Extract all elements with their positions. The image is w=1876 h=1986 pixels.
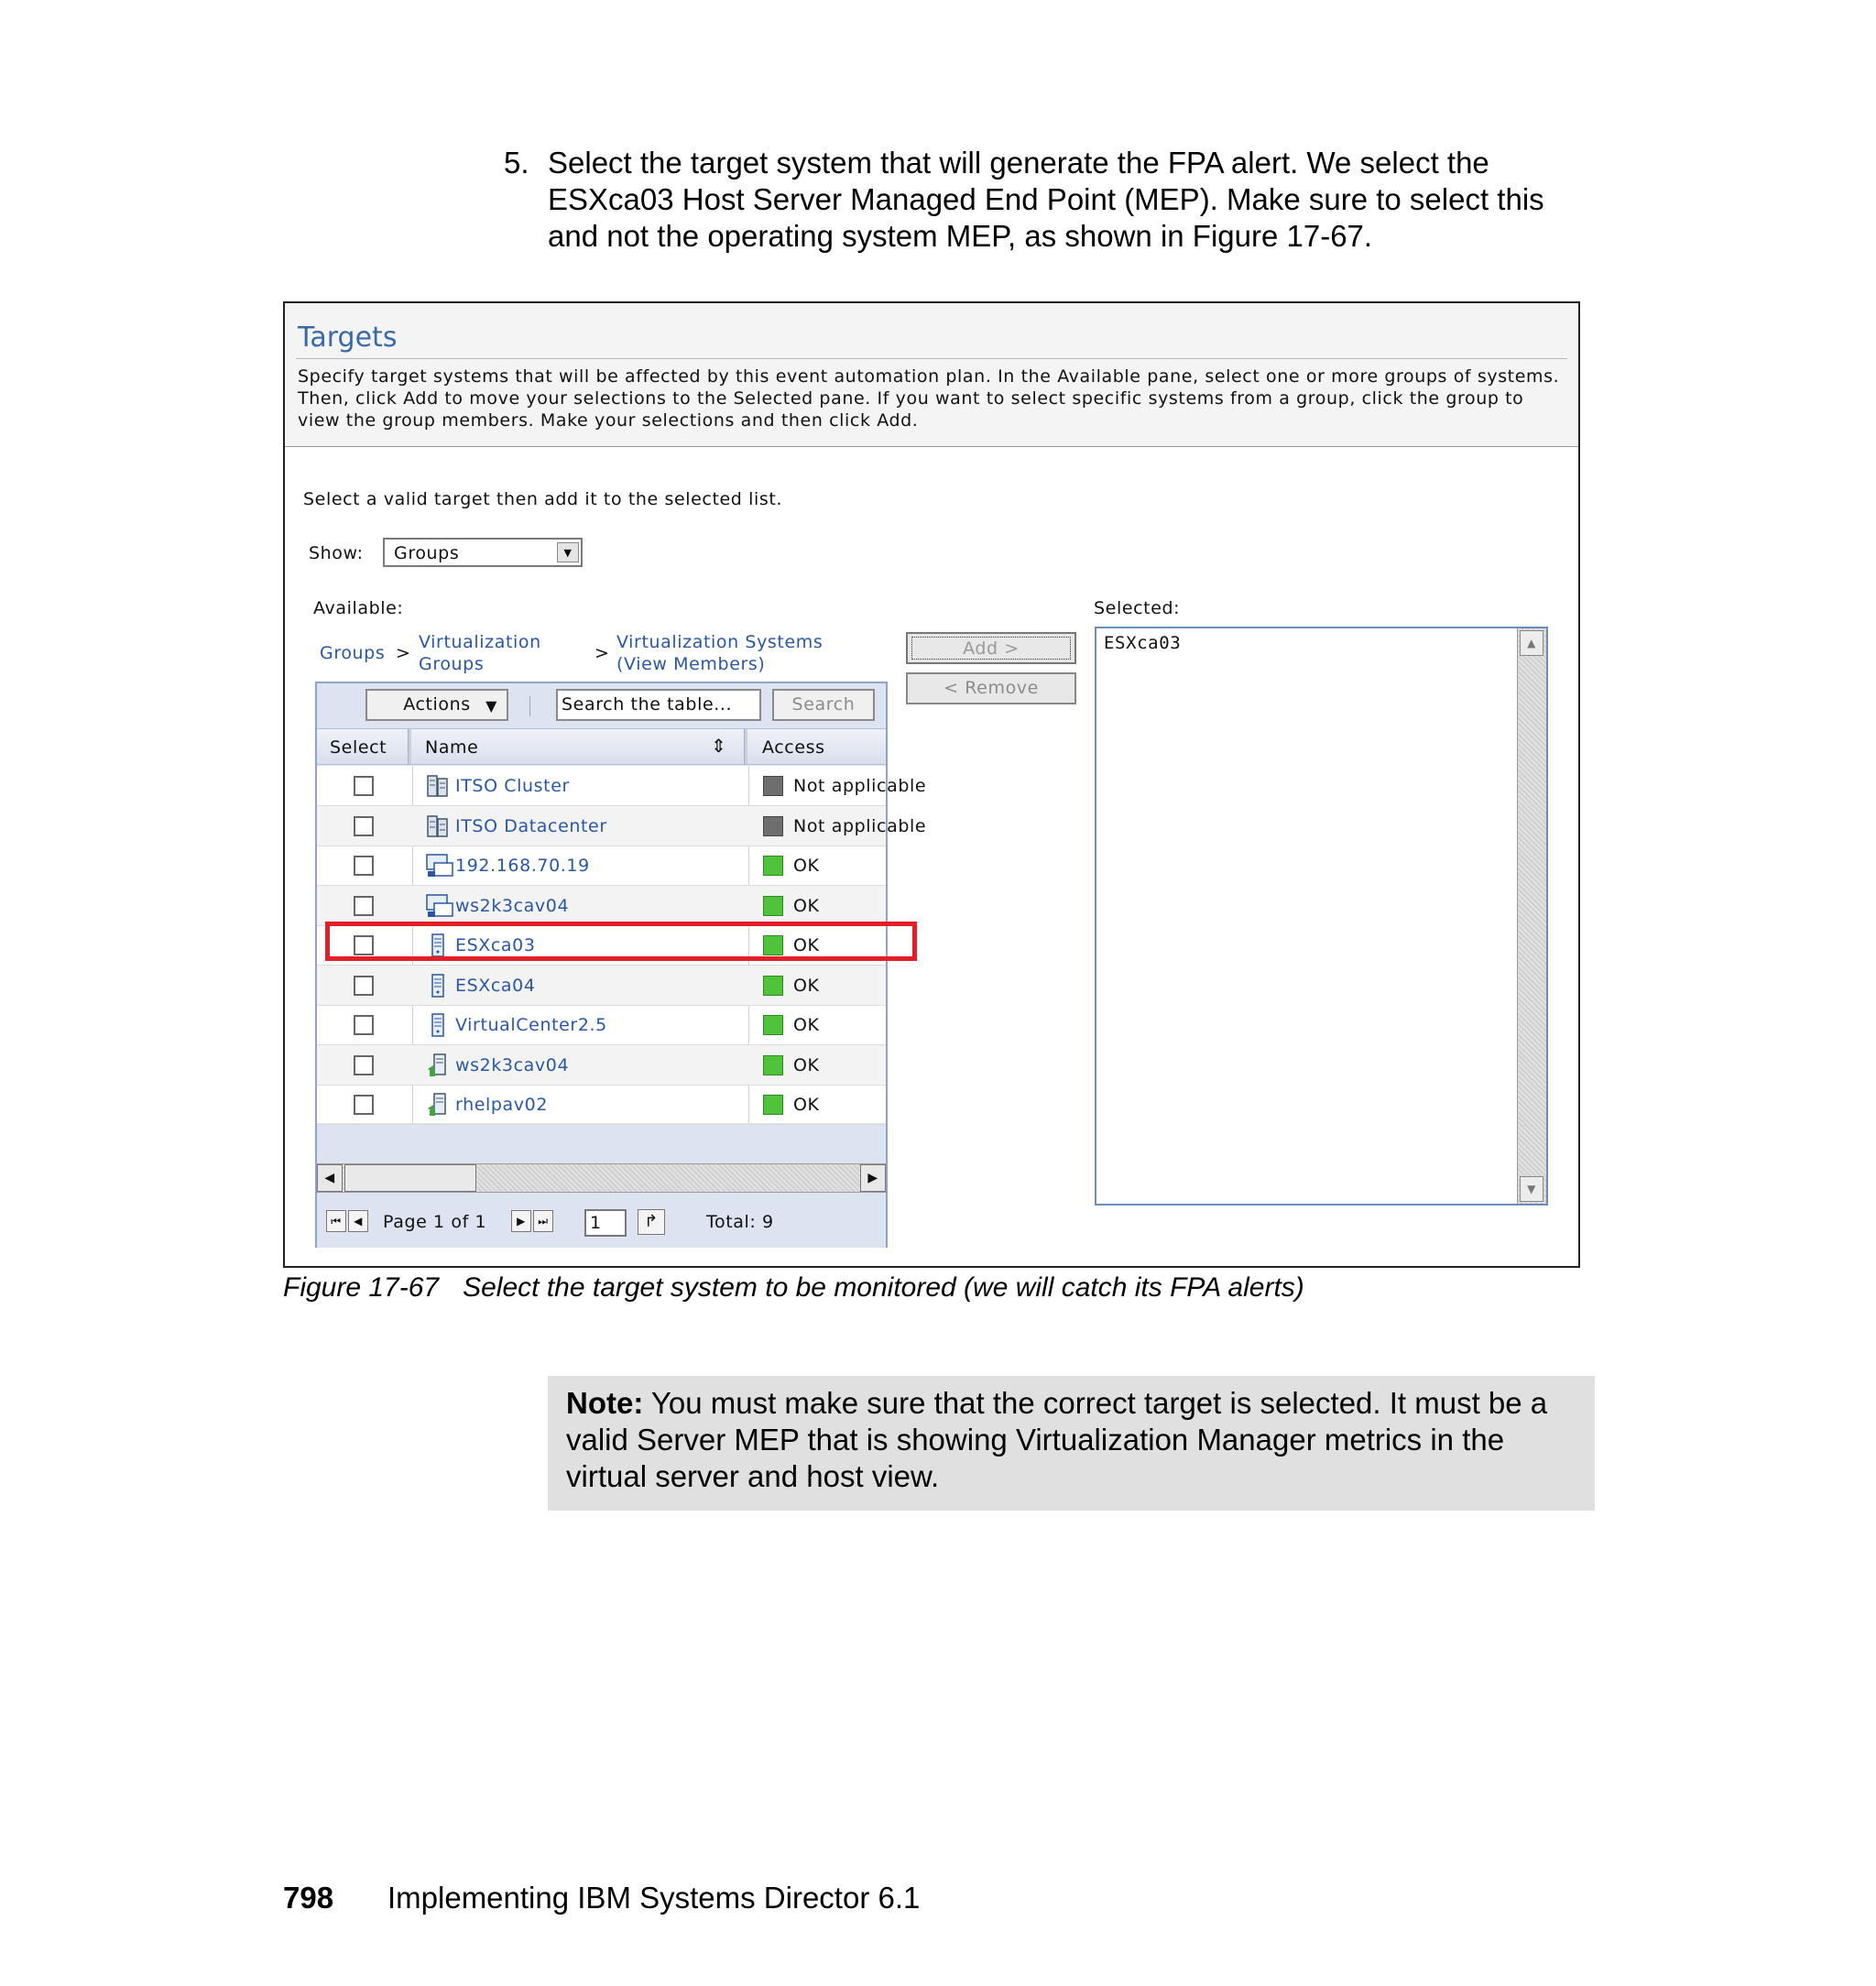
figure-caption (283, 1272, 1304, 1304)
note-box (548, 1376, 1595, 1511)
column-name[interactable]: Name (425, 737, 479, 758)
table-pager (317, 1195, 886, 1248)
row-checkbox[interactable] (354, 776, 374, 796)
row-checkbox[interactable] (354, 976, 374, 996)
access-status: Not applicable (793, 815, 927, 836)
table-row[interactable] (317, 766, 927, 806)
column-access: Access (762, 737, 825, 758)
breadcrumb-groups[interactable]: Groups (320, 643, 386, 663)
previous-page-icon[interactable]: ◀ (348, 1210, 368, 1232)
datacenter-icon (426, 813, 450, 839)
search-input[interactable]: Search the table... (556, 689, 761, 721)
scroll-thumb[interactable] (344, 1164, 476, 1192)
vertical-scrollbar[interactable] (1517, 628, 1546, 1204)
targets-figure (283, 301, 1580, 1268)
row-name-link[interactable]: ws2k3cav04 (455, 1054, 570, 1075)
actions-button[interactable] (365, 689, 508, 721)
page-indicator: Page 1 of 1 (383, 1212, 487, 1232)
access-cell (749, 886, 886, 925)
first-page-icon[interactable]: ⏮ (326, 1210, 346, 1232)
row-name-link[interactable]: ESXca04 (455, 975, 536, 996)
highlight-box (325, 922, 917, 961)
remove-button[interactable]: < Remove (906, 672, 1076, 704)
actions-label: Actions (403, 694, 471, 715)
table-toolbar (317, 683, 886, 728)
status-ok-icon (763, 856, 783, 876)
table-row[interactable] (317, 846, 886, 886)
targets-header (285, 303, 1578, 447)
access-status: OK (793, 935, 820, 955)
selected-label: Selected: (1094, 598, 1181, 618)
table-row[interactable] (317, 886, 886, 926)
selected-list[interactable] (1095, 627, 1548, 1206)
status-ok-icon (763, 896, 783, 916)
row-name-link[interactable]: ITSO Datacenter (455, 815, 607, 836)
access-cell (749, 1085, 886, 1124)
add-button-label: Add > (911, 637, 1071, 660)
breadcrumb-virtualization-systems-line1: Virtualization Systems (616, 632, 823, 652)
row-checkbox[interactable] (354, 1055, 374, 1075)
access-status: OK (793, 856, 820, 876)
show-select[interactable] (383, 538, 583, 567)
horizontal-scrollbar[interactable] (317, 1163, 886, 1193)
available-table (315, 682, 927, 1248)
operating-system-icon (426, 853, 450, 878)
status-not-applicable-icon (763, 776, 783, 796)
table-row[interactable] (317, 1085, 886, 1125)
status-ok-icon (763, 976, 783, 996)
instruction-text: Select a valid target then add it to the selected list. (303, 489, 783, 509)
column-select: Select (330, 737, 387, 758)
row-name-link[interactable]: ITSO Cluster (455, 776, 570, 796)
access-cell (749, 966, 886, 1005)
scroll-up-icon[interactable]: ▲ (1520, 630, 1543, 656)
status-not-applicable-icon (763, 816, 783, 836)
row-name-link[interactable]: VirtualCenter2.5 (455, 1015, 607, 1035)
access-status: Not applicable (793, 776, 927, 796)
row-name-link[interactable]: 192.168.70.19 (455, 856, 590, 876)
row-checkbox[interactable] (354, 1095, 374, 1115)
access-cell (749, 846, 886, 885)
breadcrumb-virtualization-groups[interactable] (419, 631, 541, 675)
row-name-link[interactable]: rhelpav02 (455, 1095, 549, 1115)
access-status: OK (793, 975, 820, 996)
status-ok-icon (763, 1055, 783, 1075)
show-select-value: Groups (394, 543, 460, 563)
page-number-input[interactable]: 1 (584, 1209, 627, 1237)
last-page-icon[interactable]: ⏭ (533, 1210, 553, 1232)
virtual-server-icon (426, 1092, 450, 1118)
cluster-icon (426, 773, 450, 799)
breadcrumb-virtualization-systems-line2: (View Members) (616, 654, 766, 674)
go-arrow-icon[interactable]: ↱ (638, 1209, 665, 1235)
step-number: 5. (504, 146, 529, 180)
selected-item[interactable]: ESXca03 (1104, 633, 1182, 653)
targets-title: Targets (298, 322, 398, 354)
breadcrumb-virtualization-groups-line1: Virtualization (419, 632, 541, 652)
breadcrumb-separator: > (594, 643, 610, 663)
row-checkbox[interactable] (354, 856, 374, 876)
status-ok-icon (763, 1015, 783, 1035)
breadcrumb-virtualization-systems[interactable] (616, 631, 823, 675)
table-row[interactable] (317, 966, 886, 1006)
available-label: Available: (313, 598, 404, 618)
breadcrumb-separator: > (396, 643, 411, 663)
page-number: 798 (283, 1881, 334, 1915)
access-status: OK (793, 1095, 820, 1115)
scroll-down-icon[interactable]: ▼ (1520, 1176, 1543, 1202)
show-label: Show: (309, 543, 364, 563)
access-status: OK (793, 1054, 820, 1075)
sort-icon[interactable]: ⇕ (711, 735, 727, 757)
scroll-right-icon[interactable]: ▶ (860, 1164, 886, 1192)
table-row[interactable] (317, 1045, 886, 1086)
divider (296, 358, 1567, 359)
row-checkbox[interactable] (354, 816, 374, 836)
figure-label: Figure 17-67 (283, 1272, 440, 1303)
column-divider (744, 729, 747, 764)
access-cell (749, 1045, 886, 1085)
table-row[interactable] (317, 806, 927, 846)
virtual-server-icon (426, 1053, 450, 1078)
caret-down-icon: ▼ (485, 697, 497, 715)
chevron-down-icon[interactable]: ▼ (557, 542, 579, 562)
row-name-link[interactable]: ESXca03 (455, 935, 536, 955)
row-checkbox[interactable] (354, 896, 374, 916)
table-row[interactable] (317, 1005, 886, 1045)
server-icon (426, 1012, 450, 1038)
total-count: Total: 9 (706, 1212, 774, 1232)
access-cell (749, 766, 927, 805)
status-ok-icon (763, 1095, 783, 1115)
search-button[interactable]: Search (772, 689, 875, 721)
server-icon (426, 973, 450, 998)
add-button[interactable] (906, 632, 1076, 664)
note-label: Note: (566, 1386, 644, 1420)
access-cell (749, 806, 927, 846)
table-header (317, 728, 886, 765)
toolbar-separator (529, 696, 530, 716)
breadcrumb-virtualization-groups-line2: Groups (419, 654, 485, 674)
column-divider (408, 729, 411, 764)
targets-description: Specify target systems that will be affected by this event automation plan. In the Available pane, select one or more groups of systems. Then, click Add to move your selections to the Selected pane. If you want to select specific systems from a group, click the group to view the group members. Make your selections and then click Add. (298, 366, 1560, 431)
next-page-icon[interactable]: ▶ (511, 1210, 531, 1232)
access-cell (749, 1005, 886, 1044)
step-text: Select the target system that will generate the FPA alert. We select the ESXca03 Host Server Managed End Point (MEP). Make sure to select this and not the operating system MEP, as shown in Figure 17-67. (548, 146, 1544, 253)
operating-system-icon (426, 893, 450, 919)
book-title: Implementing IBM Systems Director 6.1 (387, 1881, 921, 1915)
scroll-left-icon[interactable]: ◀ (317, 1164, 343, 1192)
access-status: OK (793, 895, 820, 916)
figure-caption-text: Select the target system to be monitored (we will catch its FPA alerts) (463, 1272, 1304, 1303)
row-name-link[interactable]: ws2k3cav04 (455, 895, 570, 916)
access-status: OK (793, 1015, 820, 1035)
note-text: You must make sure that the correct target is selected. It must be a valid Server MEP that is showing Virtualization Manager metrics in the virtual server and host view. (566, 1386, 1548, 1493)
row-checkbox[interactable] (354, 1015, 374, 1035)
